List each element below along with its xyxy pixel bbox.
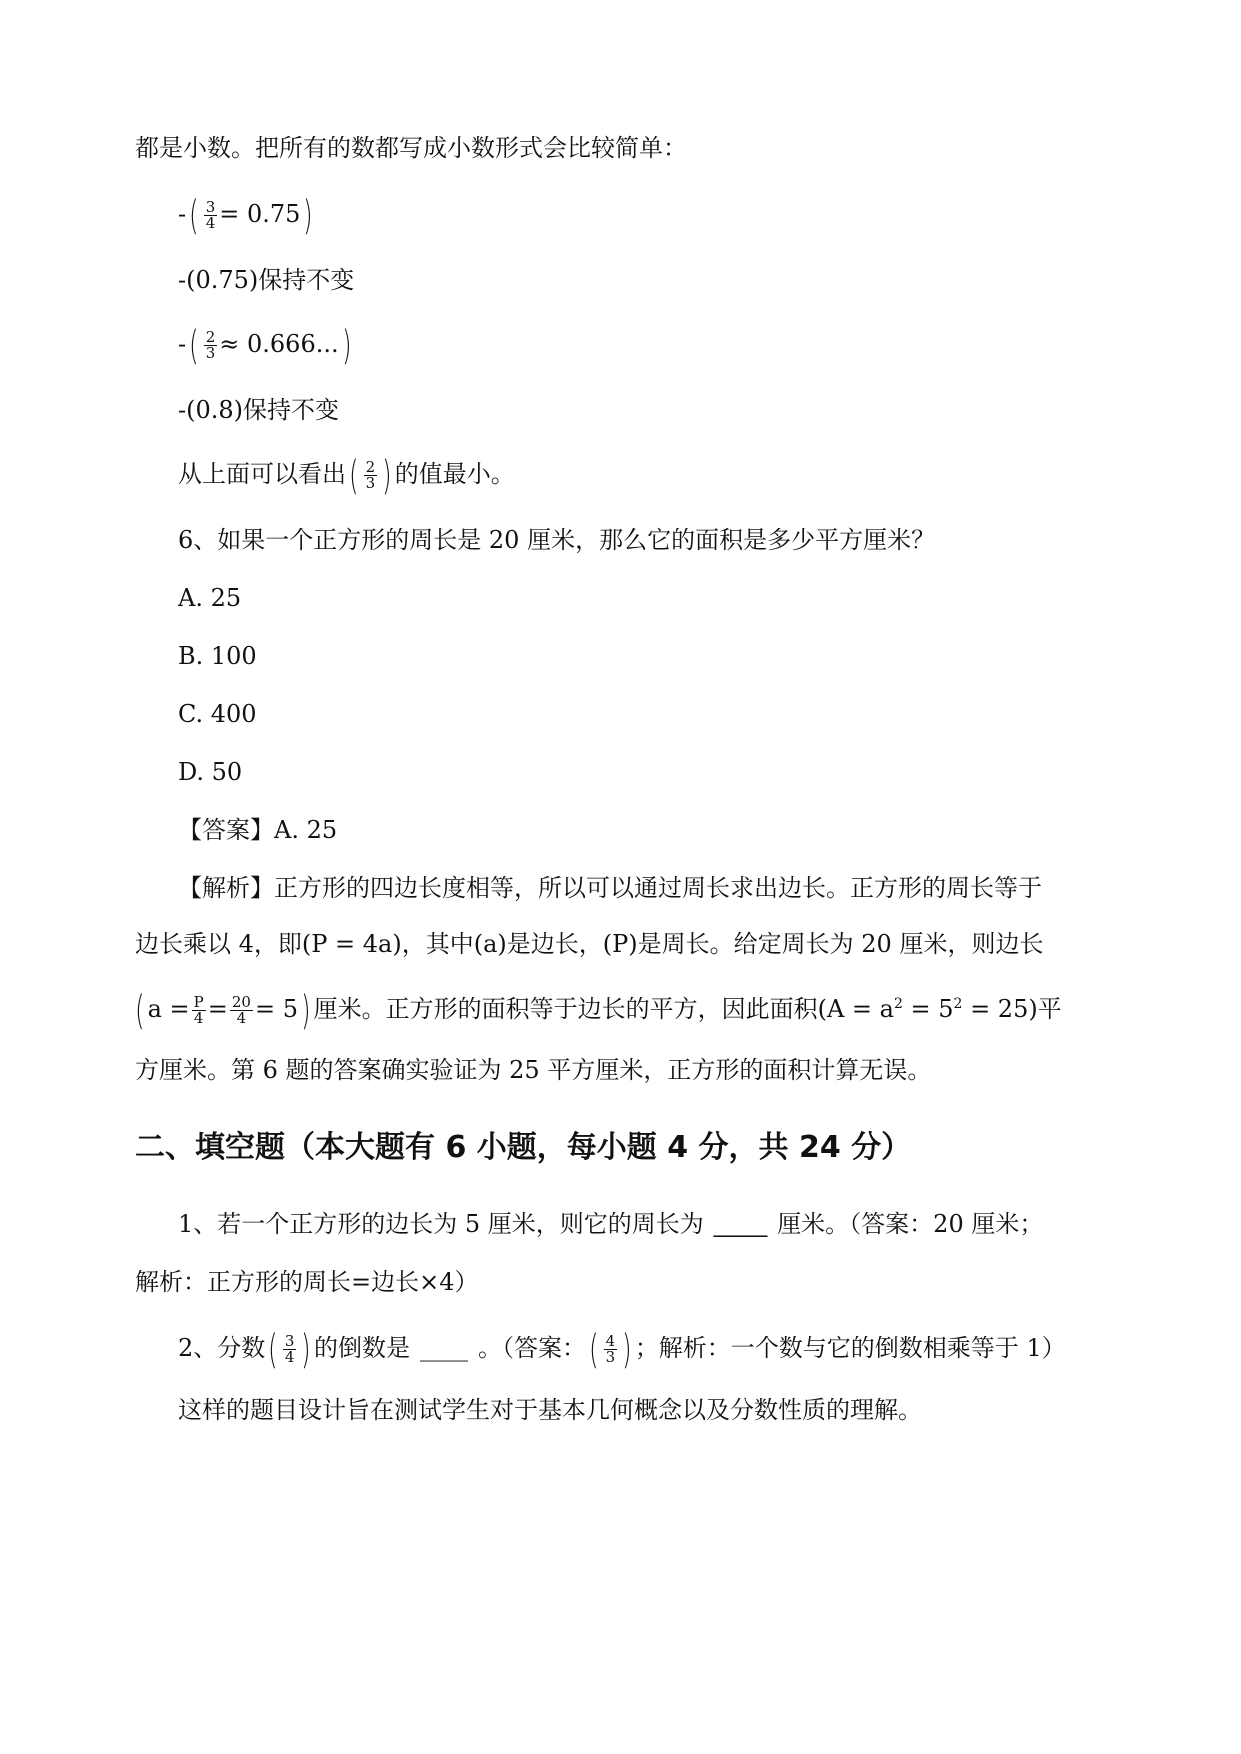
analysis-line-1: 【解析】正方形的四边长度相等，所以可以通过周长求出边长。正方形的周长等于 — [178, 874, 1042, 902]
dash: - — [178, 200, 187, 228]
conversion-line-1: -( $\frac{3}{4}$ = 0.75) — [178, 192, 313, 239]
fill-question-2: 2、分数( $\frac{3}{4}$ ) 的倒数是 ____ 。（答案：( $\frac{4}{3}$ ) ；解析：一个数与它的倒数相乘等于 1） — [178, 1326, 1066, 1373]
analysis-line-2: 边长乘以 4，即(P = 4a)，其中(a)是边长，(P)是周长。给定周长为 20 厘米，则边长 — [135, 930, 1044, 958]
fill-question-1-line-1: 1、若一个正方形的边长为 5 厘米，则它的周长为 ____ 厘米。（答案：20 厘米； — [178, 1206, 1043, 1243]
question-6-stem: 6、如果一个正方形的周长是 20 厘米，那么它的面积是多少平方厘米？ — [178, 526, 936, 554]
intro-text: 都是小数。把所有的数都写成小数形式会比较简单： — [135, 134, 687, 162]
conversion-line-3: -( $\frac{2}{3}$ ≈ 0.666...) — [178, 322, 352, 369]
fraction: $\frac{4}{3}$ — [605, 1332, 616, 1366]
fraction: $\frac{20}{4}$ — [231, 993, 251, 1027]
fraction: $\frac{3}{4}$ — [205, 198, 216, 232]
option-b: B. 100 — [178, 642, 257, 670]
answer-line: 【答案】A. 25 — [178, 816, 338, 844]
fraction: $\frac{2}{3}$ — [205, 328, 216, 362]
option-d: D. 50 — [178, 758, 243, 786]
closing-text: 这样的题目设计旨在测试学生对于基本几何概念以及分数性质的理解。 — [178, 1396, 922, 1424]
section-heading: 二、填空题（本大题有 6 小题，每小题 4 分，共 24 分） — [135, 1130, 912, 1165]
conversion-value: ≈ 0.666... — [219, 330, 339, 358]
option-a: A. 25 — [178, 584, 242, 612]
conversion-line-2: -(0.75)保持不变 — [178, 266, 355, 294]
formula-area: (A = a — [817, 995, 894, 1023]
fill-question-1-line-2: 解析：正方形的周长=边长×4） — [135, 1268, 479, 1296]
conclusion-line: 从上面可以看出( $\frac{2}{3}$ ) 的值最小。 — [178, 452, 515, 499]
conversion-line-4: -(0.8)保持不变 — [178, 396, 340, 424]
formula-perimeter: (P = 4a) — [301, 930, 402, 958]
conversion-value: = 0.75 — [219, 200, 301, 228]
fraction: $\frac{2}{3}$ — [365, 458, 376, 492]
answer-blank: ____ — [713, 1211, 768, 1238]
analysis-line-3: ( a = $\frac{P}{4}$ = $\frac{20}{4}$ = 5) 厘米。正方形的面积等于边长的平方，因此面积$(A = a^2 = 5^2 = 25)$平 — [135, 987, 1062, 1034]
fraction: $\frac{P}{4}$ — [193, 993, 204, 1027]
fraction: $\frac{3}{4}$ — [284, 1332, 295, 1366]
analysis-line-4: 方厘米。第 6 题的答案确实验证为 25 平方厘米，正方形的面积计算无误。 — [135, 1056, 932, 1084]
option-c: C. 400 — [178, 700, 257, 728]
answer-blank: ____ — [420, 1334, 469, 1362]
